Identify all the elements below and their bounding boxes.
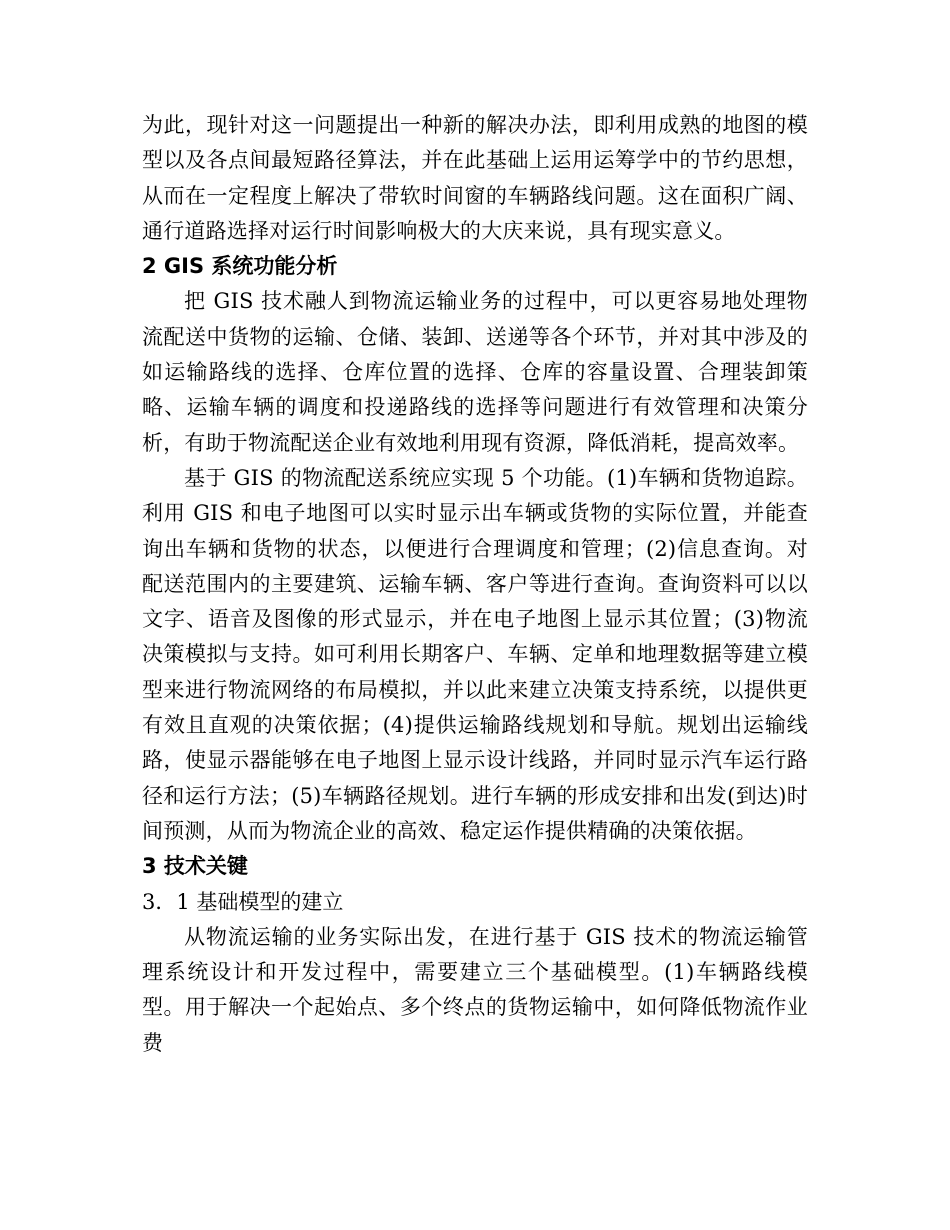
intro-paragraph: 为此，现针对这一问题提出一种新的解决办法，即利用成熟的地图的模型以及各点间最短路径算法，并在此基础上运用运筹学中的节约思想，从而在一定程度上解决了带软时间窗的车辆路线问题。这在面积广阔、通行道路选择对运行时间影响极大的大庆来说，具有现实意义。 [142,113,808,243]
base-models-paragraph: 从物流运输的业务实际出发，在进行基于 GIS 技术的物流运输管理系统设计和开发过程中，需要建立三个基础模型。(1)车辆路线模型。用于解决一个起始点、多个终点的货物运输中，如何降低物流作业费 [142,924,808,1055]
section-heading-2: 2 GIS 系统功能分析 [142,254,338,279]
section-heading-3: 3 技术关键 [142,854,248,879]
document-page [142,108,808,1061]
gis-functions-paragraph: 基于 GIS 的物流配送系统应实现 5 个功能。(1)车辆和货物追踪。利用 GIS 和电子地图可以实时显示出车辆或货物的实际位置，并能查询出车辆和货物的状态，以便进行合理调度和管理；(2)信息查询。对配送范围内的主要建筑、运输车辆、客户等进行查询。查询资料可以以文字、语音及图像的形式显示，并在电子地图上显示其位置；(3)物流决策模拟与支持。如可利用长期客户、车辆、定单和地理数据等建立模型来进行物流网络的布局模拟，并以此来建立决策支持系统，以提供更有效且直观的决策依据；(4)提供运输路线规划和导航。规划出运输线路，使显示器能够在电子地图上显示设计线路，并同时显示汽车运行路径和运行方法；(5)车辆路径规划。进行车辆的形成安排和出发(到达)时间预测，从而为物流企业的高效、稳定运作提供精确的决策依据。 [142,465,808,843]
gis-integration-paragraph: 把 GIS 技术融人到物流运输业务的过程中，可以更容易地处理物流配送中货物的运输、仓储、装卸、送递等各个环节，并对其中涉及的如运输路线的选择、仓库位置的选择、仓库的容量设置、合理装卸策略、运输车辆的调度和投递路线的选择等问题进行有效管理和决策分析，有助于物流配送企业有效地利用现有资源，降低消耗，提高效率。 [142,289,808,455]
subsection-heading-3-1: 3．1 基础模型的建立 [142,889,344,914]
